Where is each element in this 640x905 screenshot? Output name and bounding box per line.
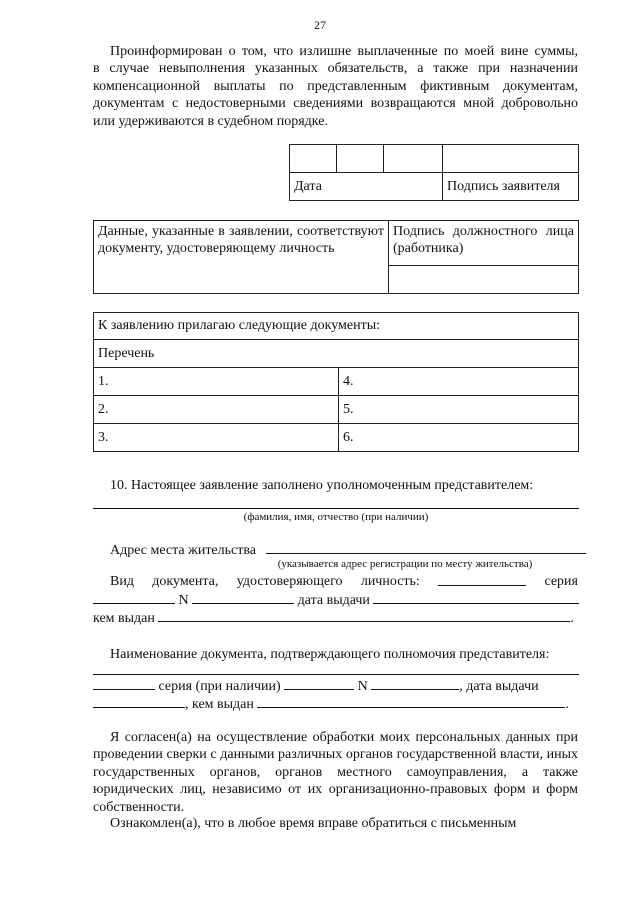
intro-first-line <box>93 43 578 61</box>
intro-word: Проинформирован <box>110 44 223 59</box>
doc-type-row <box>93 573 578 591</box>
authority-issued-by-label: , кем выдан <box>185 697 254 712</box>
document-slot[interactable]: 3. <box>94 424 339 452</box>
series-field[interactable] <box>93 591 175 604</box>
signature-box <box>289 144 579 201</box>
intro-word: по <box>443 44 459 59</box>
series-label: серия <box>544 574 578 589</box>
doc-word: документа, <box>152 574 219 589</box>
document-slot[interactable]: 1. <box>94 368 339 396</box>
issue-date-field[interactable] <box>373 591 579 604</box>
issue-date-label: дата выдачи <box>297 593 370 608</box>
intro-word: суммы, <box>534 44 578 59</box>
authority-series-row <box>93 677 578 696</box>
document-slot[interactable]: 4. <box>339 368 579 396</box>
document-slot[interactable]: 6. <box>339 424 579 452</box>
intro-word: моей <box>464 44 495 59</box>
authority-number-label: N <box>357 679 368 694</box>
date-cell[interactable] <box>290 145 337 173</box>
series-optional-label: серия (при наличии) <box>158 679 281 694</box>
intro-word: выплаченные <box>357 44 438 59</box>
intro-paragraph: в случае невыполнения указанных обязательств, а также при назначении компенсационной выплаты по представленным фиктивным документам, документам с недостоверными сведениями возвращаются мной добровольно или удерживаются в судебном порядке. <box>93 61 578 129</box>
period: . <box>570 611 574 626</box>
page-number: 27 <box>314 18 326 32</box>
documents-box <box>93 312 579 452</box>
authority-series-field[interactable] <box>284 677 354 690</box>
intro-word: о <box>228 44 236 59</box>
section10-heading: 10. Настоящее заявление заполнено уполномоченным представителем: <box>110 478 534 493</box>
acquainted-line: Ознакомлен(а), что в любое время вправе обратиться с письменным <box>110 816 517 831</box>
fio-hint: (фамилия, имя, отчество (при наличии) <box>243 511 429 523</box>
authority-issued-by-field[interactable] <box>257 695 565 708</box>
date-cell[interactable] <box>384 145 443 173</box>
documents-title: К заявлению прилагаю следующие документы: <box>94 313 579 340</box>
authority-field[interactable] <box>93 677 155 690</box>
doc-word: удостоверяющего <box>236 574 343 589</box>
date-cell[interactable] <box>337 145 384 173</box>
doc-number-row <box>93 591 578 610</box>
authority-heading: Наименование документа, подтверждающего полномочия представителя: <box>110 647 550 662</box>
authority-number-field[interactable] <box>371 677 459 690</box>
number-field[interactable] <box>192 591 294 604</box>
doc-type-field[interactable] <box>438 573 526 586</box>
authority-issued-row <box>93 695 578 714</box>
doc-word: личность: <box>360 574 420 589</box>
issued-by-field[interactable] <box>158 609 570 622</box>
representative-fio-line[interactable] <box>93 508 579 509</box>
number-label: N <box>178 593 189 608</box>
address-hint: (указывается адрес регистрации по месту жительства) <box>277 558 533 570</box>
verification-statement: Данные, указанные в заявлении, соответствуют документу, удостоверяющему личность <box>94 221 389 294</box>
signature-label: Подпись заявителя <box>443 173 579 201</box>
authority-issue-date-label: , дата выдачи <box>459 679 539 694</box>
intro-word: излишне <box>299 44 352 59</box>
issued-by-row <box>93 609 578 628</box>
signature-cell[interactable] <box>443 145 579 173</box>
documents-list-label: Перечень <box>94 340 579 368</box>
intro-word: вине <box>500 44 529 59</box>
document-slot[interactable]: 5. <box>339 396 579 424</box>
document-slot[interactable]: 2. <box>94 396 339 424</box>
authority-issue-date-field[interactable] <box>93 695 185 708</box>
issued-by-label: кем выдан <box>93 611 155 626</box>
official-signature-label: Подпись должностного лица (работника) <box>389 221 579 266</box>
official-signature-field[interactable] <box>389 266 579 294</box>
intro-word: том, <box>241 44 267 59</box>
period: . <box>565 697 569 712</box>
verification-box <box>93 220 579 294</box>
consent-paragraph: Я согласен(а) на осуществление обработки моих персональных данных при проведении сверки с данными различных органов государственной власти, иных государственных органов, органов местного самоуправления, а также юридических лиц, независимо от их организационно-правовых форм и форм собственности. <box>93 730 578 815</box>
address-label: Адрес места жительства <box>110 543 256 558</box>
date-label: Дата <box>290 173 443 201</box>
doc-word: Вид <box>110 574 134 589</box>
address-field[interactable] <box>266 541 586 554</box>
authority-doc-line[interactable] <box>93 674 579 675</box>
intro-word: что <box>273 44 294 59</box>
